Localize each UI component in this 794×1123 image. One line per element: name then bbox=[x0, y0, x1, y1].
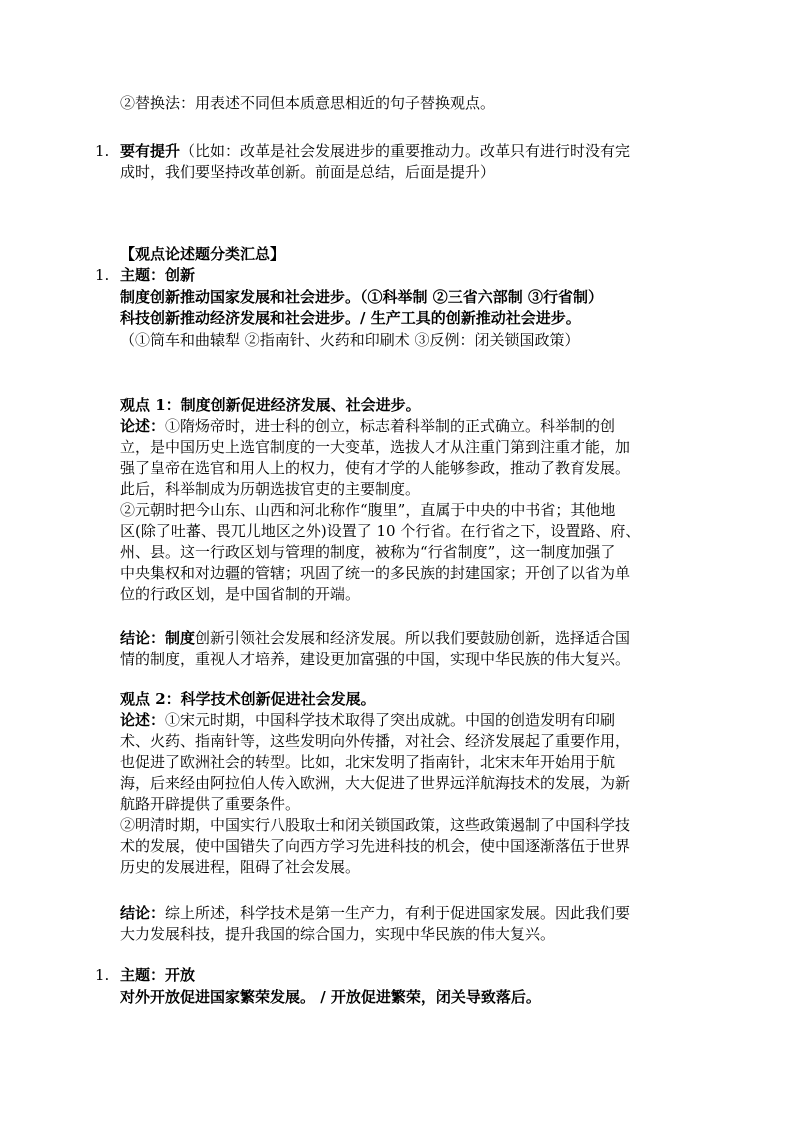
view1-line-4: 此后，科举制成为历朝选拔官吏的主要制度。 bbox=[120, 480, 421, 498]
replace-method-text: ②替换法：用表述不同但本质意思相近的句子替换观点。 bbox=[120, 94, 496, 112]
topic2-title: 主题：开放 bbox=[120, 966, 196, 984]
upgrade-line-2: 成时，我们要坚持改革创新。前面是总结，后面是提升） bbox=[120, 163, 496, 181]
summary-title: 【观点论述题分类汇总】 bbox=[120, 245, 286, 263]
view2-line-7: 术的发展，使中国错失了向西方学习先进科技的机会，使中国逐渐落伍于世界 bbox=[120, 837, 631, 855]
view1-conclusion-1: 结论：制度创新引领社会发展和经济发展。所以我们要鼓励创新，选择适合国 bbox=[120, 629, 631, 647]
view1-line-9: 位的行政区划，是中国省制的开端。 bbox=[120, 585, 361, 603]
topic1-title: 主题：创新 bbox=[120, 266, 196, 284]
list-number: 1. bbox=[95, 142, 110, 160]
view1-line-1: 论述：①隋炀帝时，进士科的创立，标志着科举制的正式确立。科举制的创 bbox=[120, 417, 616, 435]
view1-line-3: 强了皇帝在选官和用人上的权力，使有才学的人能够参政，推动了教育发展。 bbox=[120, 459, 631, 477]
topic1-line-1: 制度创新推动国家发展和社会进步。（①科举制 ②三省六部制 ③行省制） bbox=[120, 288, 603, 306]
view2-line-4: 海，后来经由阿拉伯人传入欧洲，大大促进了世界远洋航海技术的发展，为新 bbox=[120, 774, 631, 792]
topic2-line-1: 对外开放促进国家繁荣发展。 / 开放促进繁荣，闭关导致落后。 bbox=[120, 988, 541, 1006]
view2-line-6: ②明清时期，中国实行八股取士和闭关锁国政策，这些政策遏制了中国科学技 bbox=[120, 816, 631, 834]
upgrade-label: 要有提升 bbox=[120, 142, 181, 160]
view2-line-1: 论述：①宋元时期，中国科学技术取得了突出成就。中国的创造发明有印刷 bbox=[120, 711, 616, 729]
view1-line-5: ②元朝时把今山东、山西和河北称作“腹里”，直属于中央的中书省；其他地 bbox=[120, 501, 616, 519]
upgrade-text-1: （比如：改革是社会发展进步的重要推动力。改革只有进行时没有完 bbox=[180, 142, 631, 160]
view2-line-3: 也促进了欧洲社会的转型。比如，北宋发明了指南针，北宋末年开始用于航 bbox=[120, 753, 616, 771]
list-number: 1. bbox=[95, 966, 110, 984]
view2-conclusion-1: 结论：综上所述，科学技术是第一生产力，有利于促进国家发展。因此我们要 bbox=[120, 904, 631, 922]
view2-title: 观点 2：科学技术创新促进社会发展。 bbox=[120, 690, 376, 708]
view2-conclusion-2: 大力发展科技，提升我国的综合国力，实现中华民族的伟大复兴。 bbox=[120, 925, 556, 943]
view1-title: 观点 1：制度创新促进经济发展、社会进步。 bbox=[120, 396, 421, 414]
view1-conclusion-2: 情的制度，重视人才培养，建设更加富强的中国，实现中华民族的伟大复兴。 bbox=[120, 650, 631, 668]
view1-line-7: 州、县。这一行政区划与管理的制度，被称为“行省制度”，这一制度加强了 bbox=[120, 543, 616, 561]
view1-line-6: 区(除了吐蕃、畏兀儿地区之外)设置了 10 个行省。在行省之下，设置路、府、 bbox=[120, 522, 641, 540]
view1-line-8: 中央集权和对边疆的管辖；巩固了统一的多民族的封建国家；开创了以省为单 bbox=[120, 564, 631, 582]
topic1-line-2: 科技创新推动经济发展和社会进步。/ 生产工具的创新推动社会进步。 bbox=[120, 309, 581, 327]
view2-line-8: 历史的发展进程，阻碍了社会发展。 bbox=[120, 858, 361, 876]
upgrade-line-1 bbox=[120, 141, 630, 162]
view2-line-5: 航路开辟提供了重要条件。 bbox=[120, 795, 301, 813]
view2-line-2: 术、火药、指南针等，这些发明向外传播，对社会、经济发展起了重要作用， bbox=[120, 732, 631, 750]
list-number: 1. bbox=[95, 266, 110, 284]
topic1-line-3: （①筒车和曲辕犁 ②指南针、火药和印刷术 ③反例：闭关锁国政策） bbox=[120, 331, 580, 349]
view1-line-2: 立，是中国历史上选官制度的一大变革，选拔人才从注重门第到注重才能，加 bbox=[120, 438, 631, 456]
